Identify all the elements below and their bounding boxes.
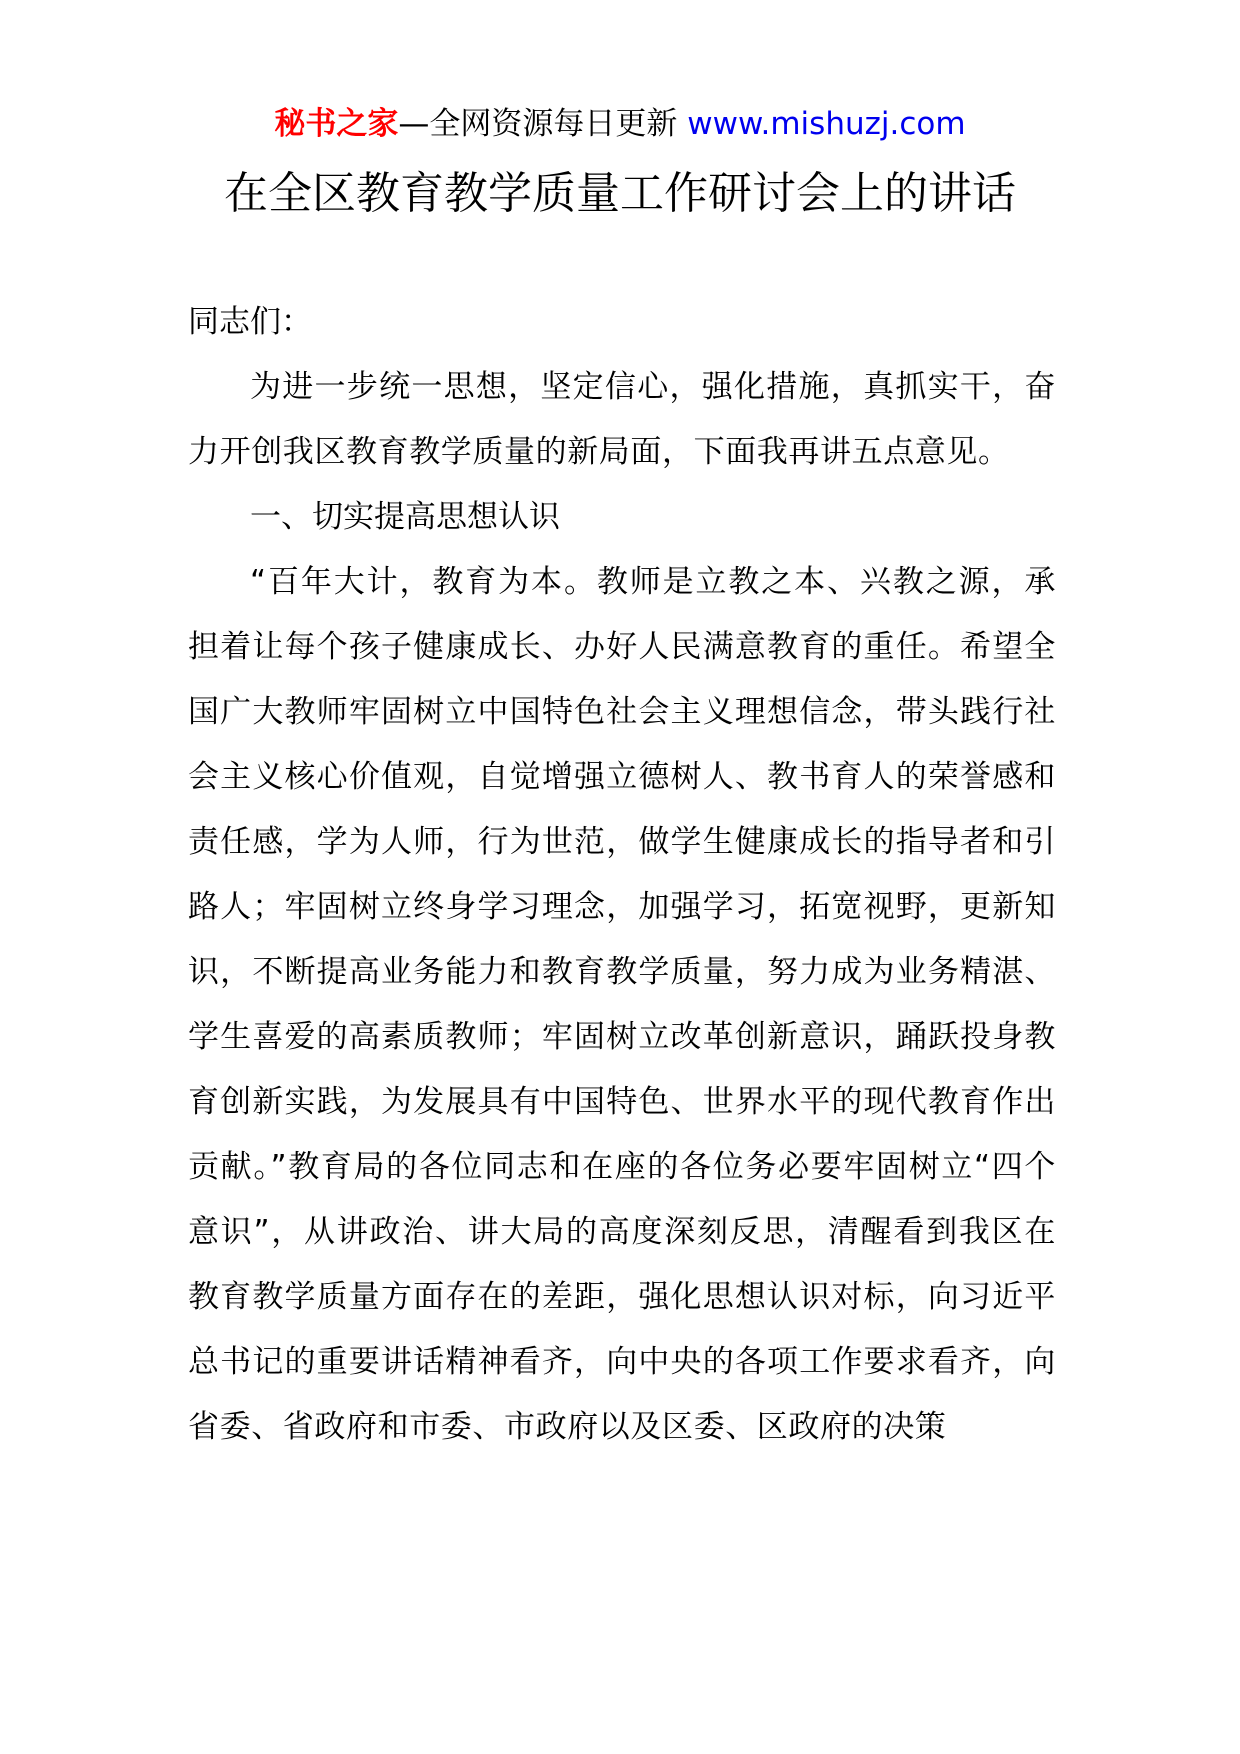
- banner-tagline: —全网资源每日更新: [398, 106, 688, 142]
- salutation: 同志们：: [188, 304, 312, 340]
- section-heading-1: 一、切实提高思想认识: [250, 499, 560, 535]
- brand-name: 秘书之家: [274, 106, 399, 142]
- site-banner: [0, 104, 1240, 144]
- site-url-link[interactable]: www.mishuzj.com: [687, 106, 966, 142]
- document-title: 在全区教育教学质量工作研讨会上的讲话: [224, 168, 1016, 219]
- document-body: [188, 290, 1056, 1460]
- section-1-paragraph: “百年大计，教育为本。教师是立教之本、兴教之源，承担着让每个孩子健康成长、办好人民满意教育的重任。希望全国广大教师牢固树立中国特色社会主义理想信念，带头践行社会主义核心价值观，自觉增强立德树人、教书育人的荣誉感和责任感，学为人师，行为世范，做学生健康成长的指导者和引路人；牢固树立终身学习理念，加强学习，拓宽视野，更新知识，不断提高业务能力和教育教学质量，努力成为业务精湛、学生喜爱的高素质教师；牢固树立改革创新意识，踊跃投身教育创新实践，为发展具有中国特色、世界水平的现代教育作出贡献。”教育局的各位同志和在座的各位务必要牢固树立“四个意识”，从讲政治、讲大局的高度深刻反思，清醒看到我区在教育教学质量方面存在的差距，强化思想认识对标，向习近平总书记的重要讲话精神看齐，向中央的各项工作要求看齐，向省委、省政府和市委、市政府以及区委、区政府的决策: [188, 564, 1056, 1445]
- intro-paragraph: 为进一步统一思想，坚定信心，强化措施，真抓实干，奋力开创我区教育教学质量的新局面，下面我再讲五点意见。: [188, 369, 1056, 470]
